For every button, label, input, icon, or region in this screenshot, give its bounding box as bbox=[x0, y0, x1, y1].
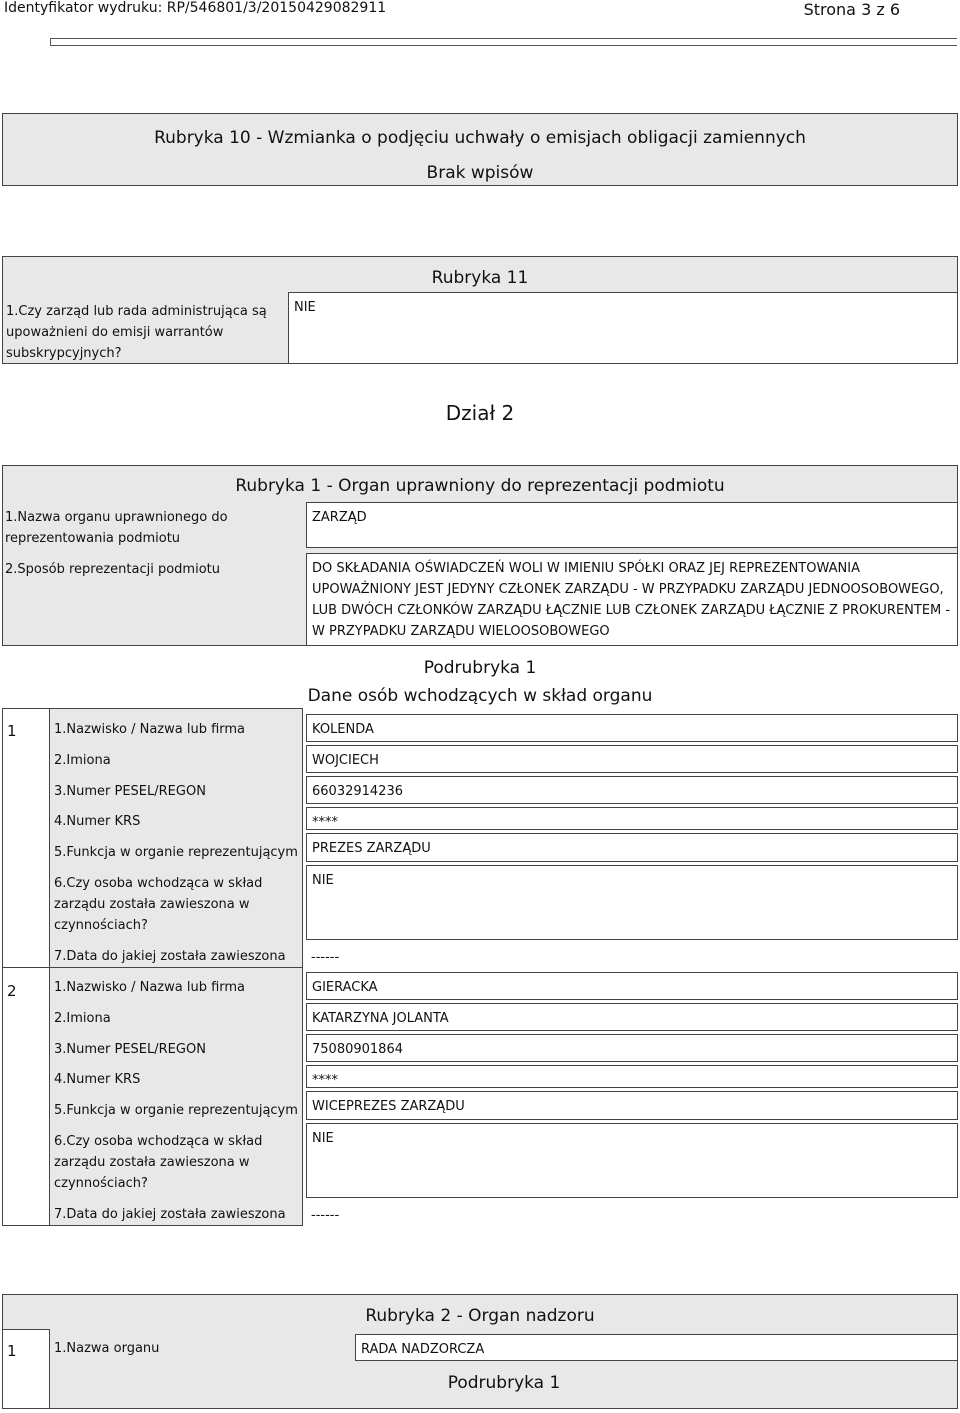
rubryka-2-podrubryka-title: Podrubryka 1 bbox=[447, 1373, 561, 1393]
rubryka-11-title: Rubryka 11 bbox=[431, 268, 529, 288]
person-suspended-value: NIE bbox=[306, 1123, 958, 1198]
person-surname-label: 1.Nazwisko / Nazwa lub firma bbox=[54, 722, 246, 737]
rubryka-10-empty-note: Brak wpisów bbox=[426, 163, 534, 183]
rubryka-2-title: Rubryka 2 - Organ nadzoru bbox=[365, 1306, 595, 1326]
person-suspended-date-value: ------ bbox=[311, 1208, 340, 1223]
person-names-label: 2.Imiona bbox=[54, 1011, 111, 1026]
organ-name-value: ZARZĄD bbox=[306, 502, 958, 548]
podrubryka-1-subtitle: Dane osób wchodzących w skład organu bbox=[307, 686, 653, 706]
rubryka-1-title: Rubryka 1 - Organ uprawniony do reprezentacji podmiotu bbox=[235, 476, 725, 496]
person-pesel-label: 3.Numer PESEL/REGON bbox=[54, 1042, 206, 1057]
person-function-value: PREZES ZARZĄDU bbox=[306, 833, 958, 862]
person-divider bbox=[2, 967, 50, 968]
podrubryka-1-title: Podrubryka 1 bbox=[423, 658, 537, 678]
organ-name-label: 1.Nazwa organu uprawnionego do reprezentowania podmiotu bbox=[5, 510, 228, 546]
person-surname-value: KOLENDA bbox=[306, 714, 958, 742]
page-number: Strona 3 z 6 bbox=[803, 0, 900, 19]
person-krs-label: 4.Numer KRS bbox=[54, 814, 141, 829]
print-identifier: Identyfikator wydruku: RP/546801/3/20150429082911 bbox=[4, 0, 387, 16]
person-surname-label: 1.Nazwisko / Nazwa lub firma bbox=[54, 980, 246, 995]
person-pesel-label: 3.Numer PESEL/REGON bbox=[54, 784, 206, 799]
person-function-label: 5.Funkcja w organie reprezentującym bbox=[54, 845, 298, 860]
supervisory-organ-value: RADA NADZORCZA bbox=[355, 1334, 958, 1361]
person-krs-label: 4.Numer KRS bbox=[54, 1072, 141, 1087]
person-suspended-date-label: 7.Data do jakiej została zawieszona bbox=[54, 1207, 286, 1222]
person-suspended-value: NIE bbox=[306, 865, 958, 940]
person-2-label-column bbox=[50, 967, 303, 1226]
person-suspended-date-value: ------ bbox=[311, 950, 340, 965]
dzial-2-title: Dział 2 bbox=[445, 401, 515, 425]
person-1-label-column bbox=[50, 708, 303, 967]
person-suspended-label: 6.Czy osoba wchodząca w skład zarządu została zawieszona w czynnościach? bbox=[54, 876, 263, 933]
person-names-value: WOJCIECH bbox=[306, 745, 958, 773]
person-function-value: WICEPREZES ZARZĄDU bbox=[306, 1091, 958, 1120]
person-number: 2 bbox=[7, 982, 17, 1000]
header-rule bbox=[50, 38, 957, 46]
organ-index-cell bbox=[2, 1329, 50, 1409]
person-surname-value: GIERACKA bbox=[306, 972, 958, 1000]
person-suspended-label: 6.Czy osoba wchodząca w skład zarządu została zawieszona w czynnościach? bbox=[54, 1134, 263, 1191]
rubryka-11-question-label: 1.Czy zarząd lub rada administrująca są upoważnieni do emisji warrantów subskrypcyjnych? bbox=[6, 304, 267, 361]
person-names-value: KATARZYNA JOLANTA bbox=[306, 1003, 958, 1031]
person-names-label: 2.Imiona bbox=[54, 753, 111, 768]
person-suspended-date-label: 7.Data do jakiej została zawieszona bbox=[54, 949, 286, 964]
rubryka-10-section bbox=[2, 113, 958, 186]
representation-mode-value: DO SKŁADANIA OŚWIADCZEŃ WOLI W IMIENIU SPÓŁKI ORAZ JEJ REPREZENTOWANIA UPOWAŻNIONY JEST JEDYNY CZŁONEK ZARZĄDU - W PRZYPADKU ZARZĄDU JEDNOOSOBOWEGO, LUB DWÓCH CZŁONKÓW ZARZĄDU ŁĄCZNIE LUB CZŁONEK ZARZĄDU ŁĄCZNIE Z PROKURENTEM - W PRZYPADKU ZARZĄDU WIELOOSOBOWEGO bbox=[306, 553, 958, 646]
rubryka-11-question-value: NIE bbox=[288, 292, 958, 364]
supervisory-organ-label: 1.Nazwa organu bbox=[54, 1341, 160, 1356]
person-pesel-value: 66032914236 bbox=[306, 776, 958, 804]
person-function-label: 5.Funkcja w organie reprezentującym bbox=[54, 1103, 298, 1118]
organ-number: 1 bbox=[7, 1342, 17, 1360]
representation-mode-label: 2.Sposób reprezentacji podmiotu bbox=[5, 562, 220, 577]
person-krs-value: **** bbox=[306, 1065, 958, 1088]
person-number: 1 bbox=[7, 722, 17, 740]
person-pesel-value: 75080901864 bbox=[306, 1034, 958, 1062]
rubryka-10-title: Rubryka 10 - Wzmianka o podjęciu uchwały o emisjach obligacji zamiennych bbox=[154, 128, 806, 148]
person-krs-value: **** bbox=[306, 807, 958, 830]
